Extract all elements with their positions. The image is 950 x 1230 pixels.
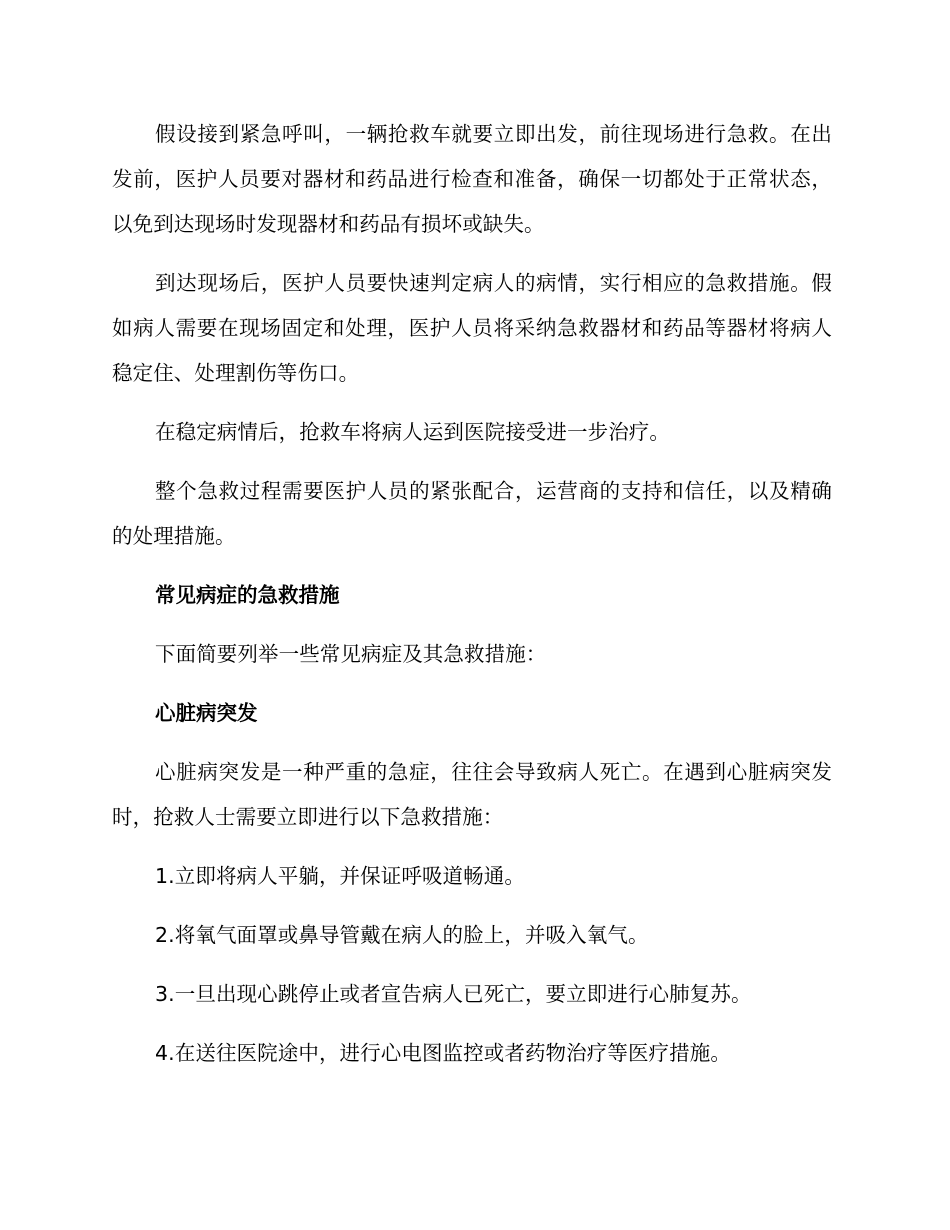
- paragraph-transport: 在稳定病情后，抢救车将病人运到医院接受进一步治疗。: [155, 420, 670, 444]
- document-page: [112, 112, 832, 1076]
- step-item-2: 2.将氧气面罩或鼻导管戴在病人的脸上，并吸入氧气。: [155, 923, 649, 947]
- step-item-1: 1.立即将病人平躺，并保证呼吸道畅通。: [155, 864, 525, 888]
- paragraph-on-site: 到达现场后，医护人员要快速判定病人的病情，实行相应的急救措施。假如病人需要在现场固定和处理，医护人员将采纳急救器材和药品等器材将病人稳定住、处理割伤等伤口。: [112, 271, 832, 385]
- step-item-4: 4.在送往医院途中，进行心电图监控或者药物治疗等医疗措施。: [155, 1041, 731, 1065]
- subheading-heart-attack: 心脏病突发: [155, 701, 258, 725]
- heart-attack-intro: 心脏病突发是一种严重的急症，往往会导致病人死亡。在遇到心脏病突发时，抢救人士需要立即进行以下急救措施：: [112, 760, 832, 829]
- paragraph-summary: 整个急救过程需要医护人员的紧张配合，运营商的支持和信任，以及精确的处理措施。: [112, 479, 832, 548]
- paragraph-dispatch: 假设接到紧急呼叫，一辆抢救车就要立即出发，前往现场进行急救。在出发前，医护人员要对器材和药品进行检查和准备，确保一切都处于正常状态，以免到达现场时发现器材和药品有损坏或缺失。: [112, 122, 832, 236]
- section-heading: 常见病症的急救措施: [155, 583, 340, 607]
- step-item-3: 3.一旦出现心跳停止或者宣告病人已死亡，要立即进行心肺复苏。: [155, 982, 752, 1006]
- section-intro: 下面简要列举一些常见病症及其急救措施：: [155, 642, 547, 666]
